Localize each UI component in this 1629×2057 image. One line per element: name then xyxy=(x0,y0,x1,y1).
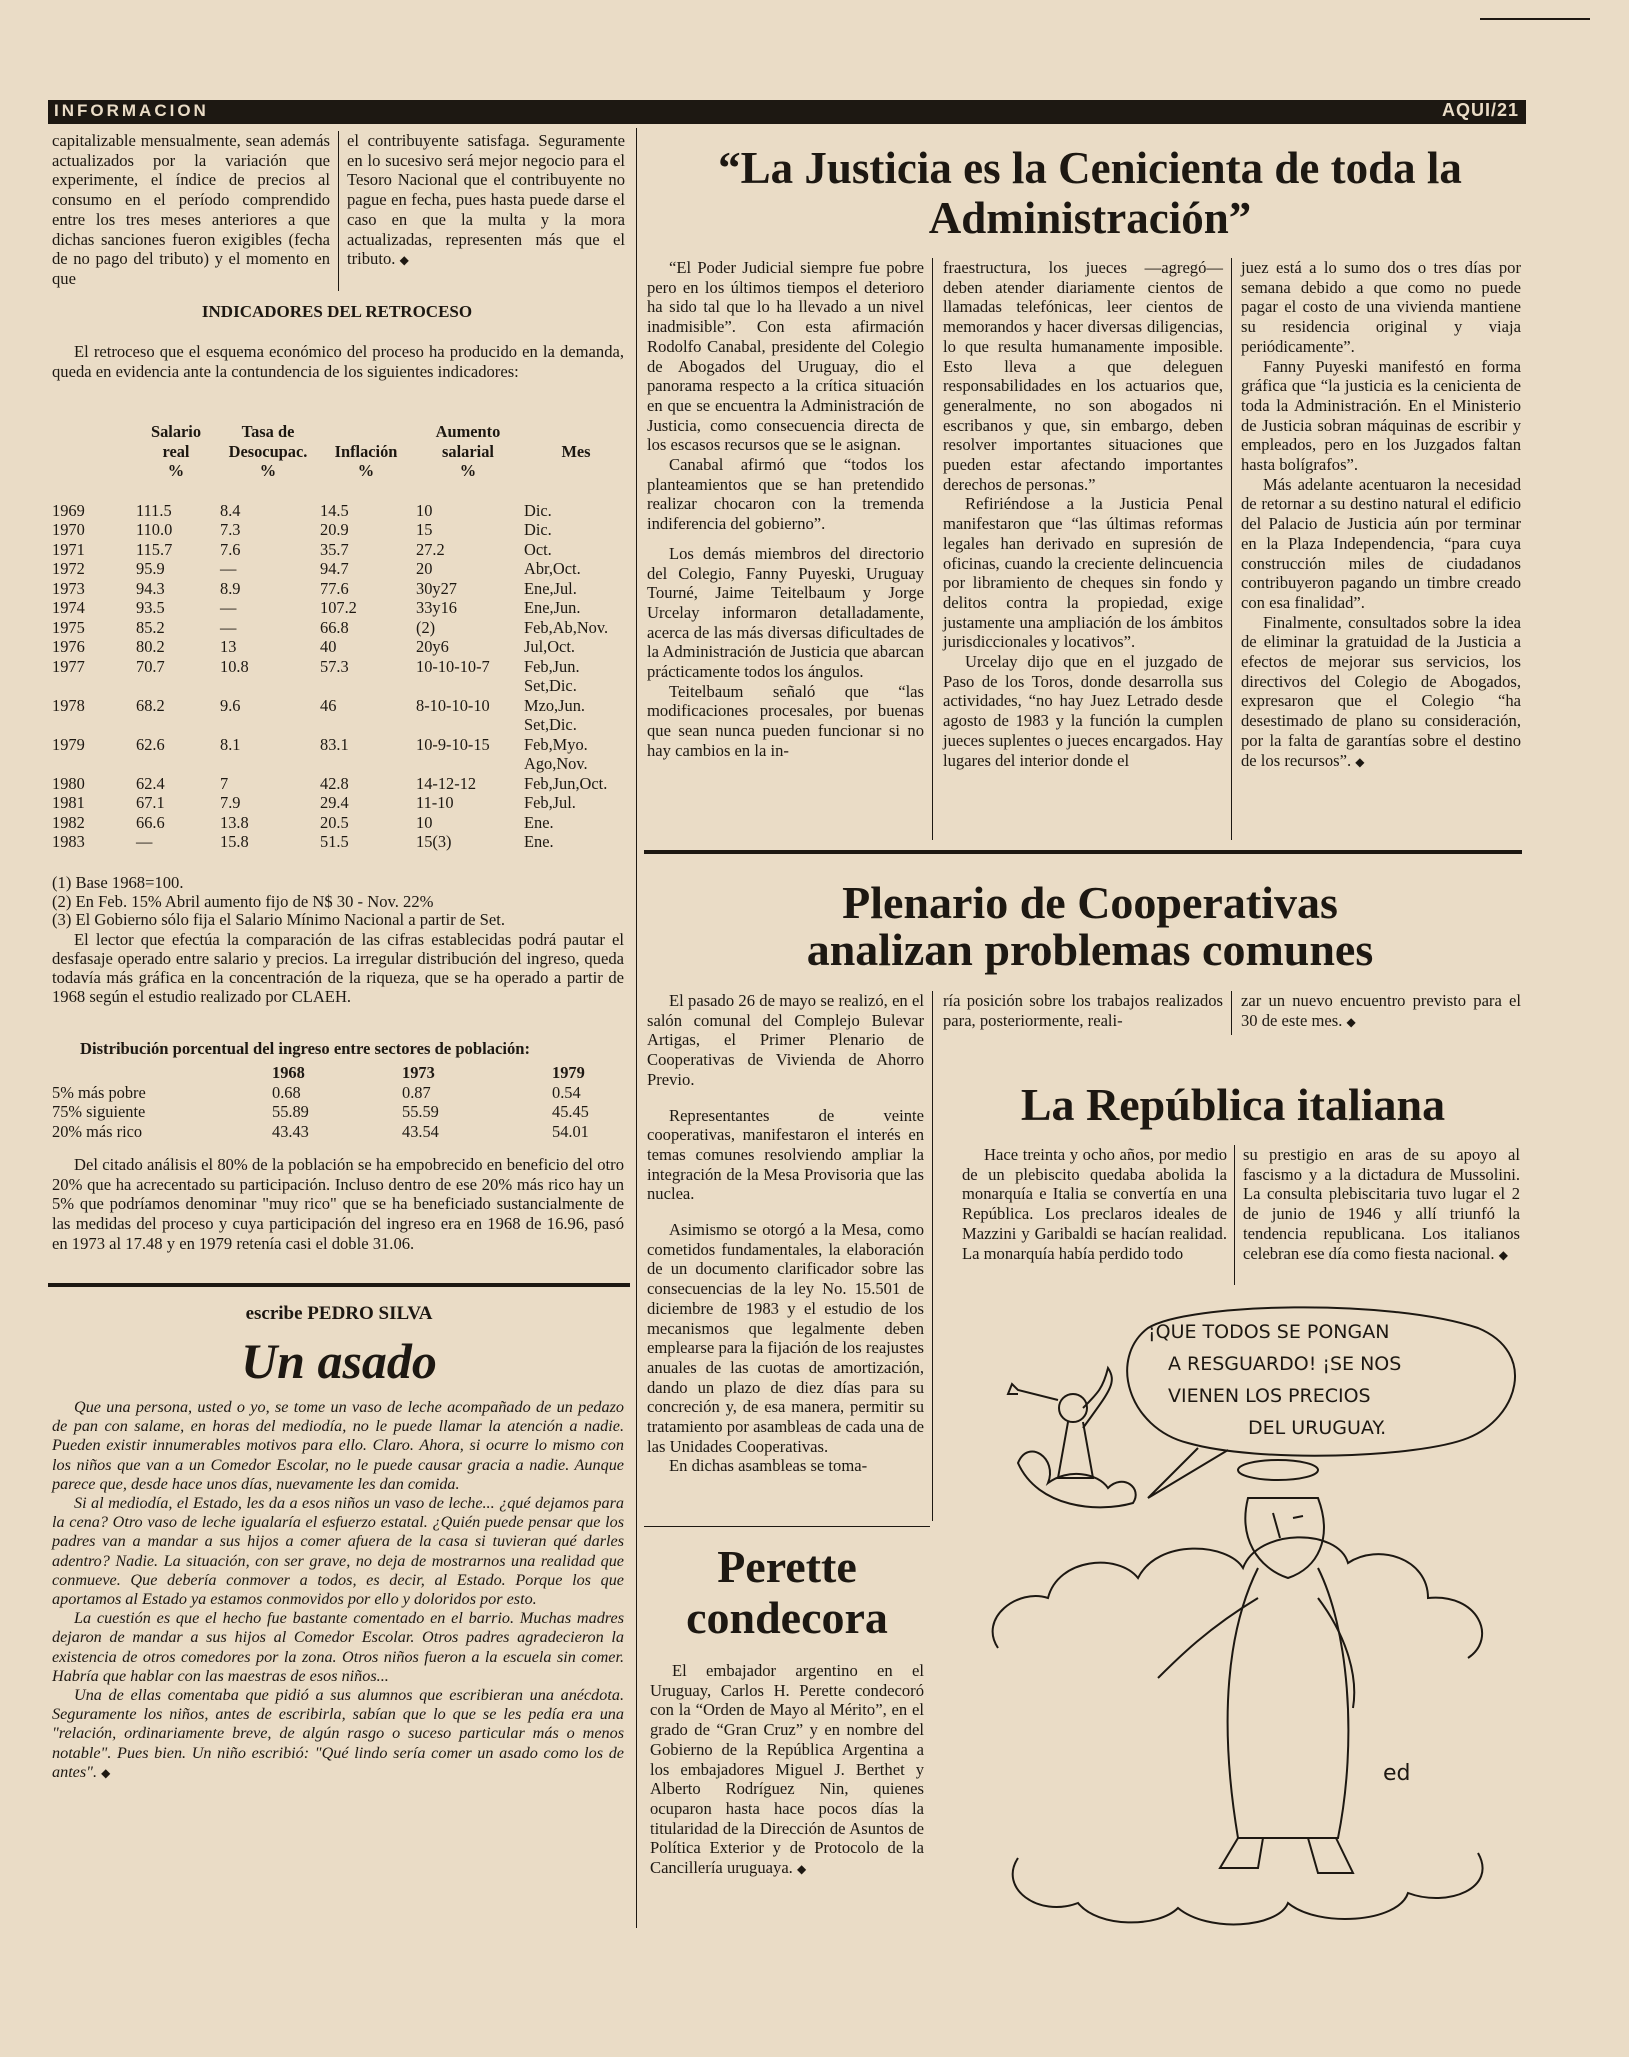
table-cell: 75% siguiente xyxy=(52,1102,146,1121)
table-cell: 42.8 xyxy=(320,773,349,793)
table-cell: 1983 xyxy=(52,832,85,851)
table-cell: 62.4 xyxy=(136,773,165,793)
table-cell: 77.6 xyxy=(320,578,349,598)
table-cell: 94.7 xyxy=(320,559,349,578)
angel-figure xyxy=(1008,1368,1136,1507)
indicators-title: INDICADORES DEL RETROCESO xyxy=(201,302,473,321)
column-header xyxy=(522,461,630,481)
cartoon xyxy=(958,1298,1528,1938)
column-header: % xyxy=(259,461,277,480)
table-row xyxy=(50,735,630,774)
note-1: (1) Base 1968=100. xyxy=(52,873,184,892)
table-cell: 43.43 xyxy=(272,1121,309,1141)
column-header xyxy=(318,422,414,442)
table-cell: 62.6 xyxy=(136,734,165,754)
column-rule xyxy=(1234,1145,1235,1285)
table-cell: 27.2 xyxy=(416,539,445,559)
table-cell: 10 xyxy=(416,812,433,832)
column-rule xyxy=(338,131,339,291)
table-cell: 1982 xyxy=(52,812,85,832)
table-cell: 7 xyxy=(220,773,229,793)
table-cell: Ene. xyxy=(524,832,554,851)
plenario-headline xyxy=(660,877,1520,975)
god-figure xyxy=(1158,1460,1354,1873)
table-cell: 7.9 xyxy=(220,793,241,812)
table-row xyxy=(50,598,630,618)
table-cell: 15 xyxy=(416,520,433,539)
table-cell: 10 xyxy=(416,500,433,520)
table-cell: 0.68 xyxy=(272,1082,301,1102)
italia-headline: La República italiana xyxy=(1020,1079,1446,1130)
column-header: Aumento xyxy=(435,422,501,441)
table-cell: 1972 xyxy=(52,559,85,578)
plenario-title-line: Plenario de Cooperativas xyxy=(842,877,1338,928)
column-header xyxy=(50,461,134,481)
table-row xyxy=(50,637,630,657)
table-cell: 85.2 xyxy=(136,617,165,637)
italia-col1: Hace treinta y ocho años, por medio de un plebiscito quedaba abolida la monarquía e Italia se convertía en una República. Los preclaros ideales de Mazzini y Garibaldi se hacían realidad. La monarquía había perdido todo xyxy=(962,1145,1227,1263)
asado-body: Que una persona, usted o yo, se tome un vaso de leche acompañado de un pedazo de pan con salame, en horas del mediodía, no le puede llamar la atención a nadie. Pueden existir innumerables motivos para ello. Claro. Ahora, si ocurre lo mismo con los niños que van a un Comedor Escolar, no le puede causar gracia a nadie. Aunque parece que, desde hace unos días, nuevamente les dan comida. Si al mediodía, el Estado, les da a esos niños un vaso de leche... ¿qué dejamos para la cena? Otro vaso de leche igualaría el esfuerzo estatal. ¿Quién puede pensar que los padres van a mandar a sus hijos a comer afuera de la casa si tuvieran qué darles adentro? Nadie. La situación, con ser grave, no deja de mostrarnos una realidad que conmueve. Que debería conmover a todos, es decir, al Estado. Porque los que aportamos al Estado ya estamos conmovidos por ello y doloridos por esto. La cuestión es que el hecho fue bastante comentado en el barrio. Muchas madres dejaron de mandar a sus hijos al Comedor Escolar. Otros padres agradecieron la existencia de otros comedores por la zona. Otros niños fueron a la escuela sin comer. Habría que hablar con las maestras de esos niños... Una de ellas comentaba que pidió a sus alumnos que escribieran una anécdota. Seguramente los niños, antes de escribirla, sabían que lo que se les pedía era una "relación, ordinariamente breve, de algún rasgo o suceso particular más o menos notable". Pues bien. Un niño escribió: "Qué lindo sería comer un asado como los de antes". ◆ xyxy=(52,1398,624,1781)
table-cell: 5% más pobre xyxy=(52,1082,146,1102)
table-cell: 8-10-10-10 xyxy=(416,695,490,715)
table-cell: 8.9 xyxy=(220,578,241,598)
table-row xyxy=(50,657,630,696)
table-cell: 10.8 xyxy=(220,656,249,676)
table-cell: 20 xyxy=(416,559,433,578)
column-header xyxy=(52,1063,272,1083)
table-cell: 1976 xyxy=(52,637,85,656)
article-continued-col2: el contribuyente satisfaga. Seguramente en lo sucesivo será mejor negocio para el Tesoro Nacional que el contribuyente no pague en fecha, pues hasta puede darse el caso en que la multa y la mora actualizadas, representen más que el tributo. ◆ xyxy=(347,131,625,269)
table-cell: 30y27 xyxy=(416,578,457,598)
table-cell: 1975 xyxy=(52,617,85,637)
table-cell: 15.8 xyxy=(220,832,249,851)
table-cell: 35.7 xyxy=(320,539,349,559)
distribution-table xyxy=(52,1063,622,1141)
table-cell: 66.6 xyxy=(136,812,165,832)
table-cell: 83.1 xyxy=(320,734,349,754)
asado-paragraph: Si al mediodía, el Estado, les da a esos niños un vaso de leche... ¿qué dejamos para la cena? Otro vaso de leche igualaría el esfuerzo estatal. ¿Quién puede pensar que los padres van a mandar a sus hijos a comer afuera de la casa si tuvieran qué darles adentro? Nadie. La situación, con ser grave, no deja de mostrarnos una realidad que conmueve. Que debería conmover a todos, es decir, al Estado. Porque los que aportamos al Estado ya estamos conmovidos por ello y doloridos por esto. xyxy=(52,1494,624,1609)
table-cell: 1981 xyxy=(52,793,85,812)
table-row xyxy=(50,774,630,794)
italia-col2: su prestigio en aras de su apoyo al fascismo y a la dictadura de Mussolini. La consulta plebiscitaria tuvo lugar el 2 de junio de 1946 y allí triunfó la tendencia republicana. Los italianos celebran ese día como fiesta nacional. ◆ xyxy=(1243,1145,1520,1263)
table-row xyxy=(50,540,630,560)
table-row xyxy=(50,813,630,833)
table-cell: 45.45 xyxy=(552,1102,589,1121)
column-header: 1968 xyxy=(272,1063,305,1082)
perette-title-line: Perette xyxy=(717,1541,857,1592)
table-cell: 14.5 xyxy=(320,500,349,520)
asado-paragraph: La cuestión es que el hecho fue bastante comentado en el barrio. Muchas madres dejaron de mandar a sus hijos al Comedor Escolar. Otros padres agradecieron la existencia de otros comedores por la zona. Otros niños fueron a la escuela sin comer. Habría que hablar con las maestras de esos niños... xyxy=(52,1609,624,1685)
table-cell: 1977 xyxy=(52,656,85,676)
justicia-col3: juez está a lo sumo dos o tres días por semana debido a que como no puede pagar el costo de una vivienda mantiene su residencia original y viaja periódicamente”. Fanny Puyeski manifestó en forma gráfica que “la justicia es la cenicienta de toda la Administración. En el Ministerio de Justicia sobran máquinas de escribir y empleados, pero en los Juzgados faltan hasta bolígrafos”. Más adelante acentuaron la necesidad de retornar a su destino natural el edificio del Palacio de Justicia aún por terminar en la Plaza Independencia, “para cuya construcción miles de ciudadanos contribuyeron pagando un timbre creado con esa finalidad”. Finalmente, consultados sobre la idea de eliminar la gratuidad de la Justicia a efectos de mejorar sus servicios, los directivos del Colegio de Abogados, expresaron que el Colegio “ha desestimado de plano su consideración, por la falta de garantías sobre el destino de los recursos”. ◆ xyxy=(1241,258,1521,770)
column-header: 1979 xyxy=(552,1063,585,1082)
cloud-bottom xyxy=(1013,1853,1483,1924)
table-cell: 20y6 xyxy=(416,637,449,656)
indicators-header-row xyxy=(50,442,630,462)
balloon-line: ¡QUE TODOS SE PONGAN xyxy=(1148,1321,1390,1343)
table-cell: Mzo,Jun. Set,Dic. xyxy=(524,695,586,734)
table-row xyxy=(52,1083,622,1103)
table-cell: 0.54 xyxy=(552,1082,581,1102)
column-rule xyxy=(1231,991,1232,1035)
table-cell: Dic. xyxy=(524,520,552,539)
table-cell: Jul,Oct. xyxy=(524,637,575,656)
table-cell: 54.01 xyxy=(552,1121,589,1141)
table-cell: 1974 xyxy=(52,598,85,617)
column-header: salarial xyxy=(442,441,494,461)
indicators-notes xyxy=(52,874,624,1006)
indicators-header-row xyxy=(50,422,630,442)
table-row xyxy=(50,579,630,599)
page-label: AQUI/21 xyxy=(1441,100,1519,120)
table-cell: 55.89 xyxy=(272,1102,309,1121)
column-header: 1973 xyxy=(402,1063,435,1082)
table-cell: 95.9 xyxy=(136,559,165,578)
table-cell: 7.3 xyxy=(220,520,241,539)
table-cell: 20% más rico xyxy=(52,1121,143,1141)
page-column-rule xyxy=(636,128,637,1928)
table-cell: 67.1 xyxy=(136,793,165,812)
table-cell: Ene,Jul. xyxy=(524,578,577,598)
table-cell: — xyxy=(220,598,237,617)
cartoon-drawing xyxy=(958,1298,1528,1938)
cloud-top xyxy=(993,1537,1482,1658)
table-cell: 0.87 xyxy=(402,1082,431,1102)
table-cell: 43.54 xyxy=(402,1121,439,1141)
balloon-text xyxy=(1148,1321,1401,1439)
table-row xyxy=(50,793,630,813)
table-cell: 51.5 xyxy=(320,832,349,851)
table-cell: — xyxy=(220,559,237,578)
table-cell: 1970 xyxy=(52,520,85,539)
plenario-col3: zar un nuevo encuentro previsto para el 30 de este mes. ◆ xyxy=(1241,991,1521,1030)
table-cell: Dic. xyxy=(524,500,552,520)
column-header: % xyxy=(459,461,477,480)
table-cell: 110.0 xyxy=(136,520,173,539)
table-cell: 29.4 xyxy=(320,793,349,812)
table-cell: 10-9-10-15 xyxy=(416,734,490,754)
perette-title-line: condecora xyxy=(686,1591,888,1643)
indicators-header-row xyxy=(50,461,630,481)
table-cell: — xyxy=(136,832,153,851)
distribution-title: Distribución porcentual del ingreso entre sectores de población: xyxy=(80,1039,531,1058)
perette-body: El embajador argentino en el Uruguay, Carlos H. Perette condecoró con la “Orden de Mayo al Mérito”, en el grado de “Gran Cruz” y en nombre del Gobierno de la República Argentina a los embajadores Miguel J. Berthet y Alberto Rodríguez Nin, quienes ocuparon hasta hace pocos días la titularidad de la Dirección de Asuntos de Política Exterior y de Protocolo de la Cancillería uruguaya. ◆ xyxy=(650,1661,924,1878)
table-cell: 1971 xyxy=(52,539,85,559)
table-cell: 11-10 xyxy=(416,793,454,812)
note-3: (3) El Gobierno sólo fija el Salario Mínimo Nacional a partir de Set. xyxy=(52,910,505,930)
table-row xyxy=(50,520,630,540)
table-cell: 33y16 xyxy=(416,598,457,617)
column-header xyxy=(522,422,630,442)
table-cell: 94.3 xyxy=(136,578,165,598)
asado-title: Un asado xyxy=(241,1333,437,1389)
table-cell: 93.5 xyxy=(136,598,165,617)
table-cell: Abr,Oct. xyxy=(524,559,581,578)
table-cell: 1978 xyxy=(52,695,85,715)
column-rule xyxy=(932,258,933,840)
table-cell: 20.5 xyxy=(320,812,349,832)
asado-paragraph: Que una persona, usted o yo, se tome un vaso de leche acompañado de un pedazo de pan con salame, en horas del mediodía, no le puede llamar la atención a nadie. Pueden existir innumerables motivos para ello. Claro. Ahora, si ocurre lo mismo con los niños que van a un Comedor Escolar, no le puede causar gracia a nadie. Aunque parece que, desde hace unos días, nuevamente les dan comida. xyxy=(52,1398,624,1493)
column-header: Salario xyxy=(150,422,202,441)
table-cell: 1979 xyxy=(52,734,85,754)
table-cell: 107.2 xyxy=(320,598,357,617)
table-cell: 40 xyxy=(320,637,337,656)
distribution-header-row xyxy=(52,1063,622,1083)
justicia-col1: “El Poder Judicial siempre fue pobre pero en los últimos tiempos el deterioro ha sido tal que lo ha llevado a un nivel inadmisible”. Con esta afirmación Rodolfo Canabal, presidente del Colegio de Abogados del Uruguay, dio el panorama respecto a la crítica situación en que se encuentra la Administración de Justicia, como consecuencia directa de los escasos recursos que se le asignan. Canabal afirmó que “todos los planteamientos que se han pretendido realizar chocaron con la tremenda indiferencia del gobierno”. Los demás miembros del directorio del Colegio, Fanny Puyeski, Uruguay Tourné, Jaime Teitelbaum y Jorge Urcelay informaron detalladamente, acerca de las más diversas dificultades de la Administración de Justicia que abarcan prácticamente todos los ángulos. Teitelbaum señaló que “las modificaciones procesales, por buenas que sean nunca pueden funcionar si no hay cambios en la in- xyxy=(647,258,924,760)
corner-rule xyxy=(1480,18,1590,20)
table-row xyxy=(52,1102,622,1122)
column-header: Inflación xyxy=(334,441,398,461)
table-cell: 7.6 xyxy=(220,539,241,559)
table-row xyxy=(50,832,630,852)
table-cell: 20.9 xyxy=(320,520,349,539)
table-cell: (2) xyxy=(416,617,436,637)
table-cell: 111.5 xyxy=(136,500,172,520)
table-row xyxy=(50,618,630,638)
table-cell: 115.7 xyxy=(136,539,173,559)
table-row xyxy=(50,501,630,521)
column-header xyxy=(50,422,134,442)
table-cell: — xyxy=(220,617,237,637)
note-2: (2) En Feb. 15% Abril aumento fijo de N$ 30 - Nov. 22% xyxy=(52,891,434,911)
table-row xyxy=(50,559,630,579)
table-cell: Feb,Myo. Ago,Nov. xyxy=(524,734,588,773)
section-divider xyxy=(644,850,1522,854)
table-cell: Feb,Ab,Nov. xyxy=(524,617,609,637)
table-cell: 66.8 xyxy=(320,617,349,637)
column-rule xyxy=(932,991,933,1521)
table-cell: Ene,Jun. xyxy=(524,598,581,617)
table-cell: 14-12-12 xyxy=(416,773,477,793)
justicia-col2: fraestructura, los jueces —agregó— deben atender diariamente cientos de llamadas telefónicas, leer cientos de memorandos y hacer diversas diligencias, lo que resulta humanamente imposible. Esto lleva a que deleguen responsabilidades en los actuarios que, generalmente, no son abogados ni escribanos y que, sin embargo, deben resolver importantes situaciones que pueden estar afectando importantes derechos de personas.” Refiriéndose a la Justicia Penal manifestaron que “las últimas reformas legales han derivado en supresión de oficinas, cuando la creciente delincuencia por libramiento de cheques sin fondo y delitos contra la propiedad, exige justamente una ampliación de los ámbitos jurisdiccionales y locativos”. Urcelay dijo que en el juzgado de Paso de los Toros, donde desarrolla sus actividades, “no hay Juez Letrado desde agosto de 1983 y la función la cumplen jueces suplentes o jueces encargados. Hay lugares del interior donde el xyxy=(943,258,1223,770)
balloon-tail xyxy=(1148,1448,1228,1498)
indicators-table xyxy=(50,422,630,852)
table-cell: 1973 xyxy=(52,578,85,598)
column-header: Mes xyxy=(561,441,591,461)
table-cell: 55.59 xyxy=(402,1102,439,1121)
column-header: % xyxy=(357,461,375,480)
column-rule xyxy=(1231,258,1232,840)
column-header: Tasa de xyxy=(241,422,295,441)
section-label: INFORMACION xyxy=(54,101,209,120)
table-cell: 13.8 xyxy=(220,812,249,832)
table-cell: 80.2 xyxy=(136,637,165,656)
header-bar xyxy=(48,100,1526,124)
cartoonist-signature: ed xyxy=(1383,1761,1411,1786)
section-divider xyxy=(644,1526,930,1527)
asado-byline: escribe PEDRO SILVA xyxy=(245,1303,433,1324)
table-cell: Ene. xyxy=(524,812,554,832)
indicators-paragraph-2: Del citado análisis el 80% de la población se ha empobrecido en beneficio del otro 20% que ha acrecentado su participación. Incluso dentro de ese 20% más rico hay un 5% que podríamos denominar "muy rico" que se ha beneficiado sustancialmente de las medidas del proceso y cuya participación del ingreso era en 1968 de 16.96, pasó en 1973 al 17.48 y en 1979 retenía casi el doble 31.06. xyxy=(52,1155,624,1253)
perette-headline xyxy=(644,1542,930,1643)
table-cell: 46 xyxy=(320,695,337,715)
article-continued-col1: capitalizable mensualmente, sean además actualizados por la variación que experimente, el índice de precios al consumo en el período comprendido entre los tres meses anteriores a que dichas sanciones fueron exigibles (fecha de no pago del tributo) y el momento en que xyxy=(52,131,330,288)
balloon-line: VIENEN LOS PRECIOS xyxy=(1168,1385,1371,1407)
table-cell: 8.4 xyxy=(220,500,241,520)
column-header: real xyxy=(162,441,190,461)
table-cell: 8.1 xyxy=(220,734,241,754)
table-row xyxy=(52,1122,622,1142)
indicators-intro: El retroceso que el esquema económico del proceso ha producido en la demanda, queda en evidencia ante la contundencia de los siguientes indicadores: xyxy=(52,342,624,381)
indicators-paragraph-1: El lector que efectúa la comparación de las cifras establecidas podrá pautar el desfasaje operado entre salario y precios. La irregular distribución del ingreso, queda todavía más gráfica en la concentración de la riqueza, que se ha operado a partir de 1968 según el estudio realizado por CLAEH. xyxy=(52,929,624,1006)
table-cell: Feb,Jul. xyxy=(524,793,576,812)
table-cell: 9.6 xyxy=(220,695,241,715)
table-cell: 1969 xyxy=(52,500,85,520)
column-header: Desocupac. xyxy=(228,441,308,461)
table-cell: 57.3 xyxy=(320,656,349,676)
plenario-title-line: analizan problemas comunes xyxy=(806,923,1374,975)
asado-paragraph: Una de ellas comentaba que pidió a sus alumnos que escribieran una anécdota. Seguramente los niños, antes de escribirla, sabían que lo que se les pedía era una "relación, ordinariamente breve, de algún rasgo o suceso particular más o menos notable". Pues bien. Un niño escribió: "Qué lindo sería comer un asado como los de antes". xyxy=(52,1686,624,1781)
balloon-line: A RESGUARDO! ¡SE NOS xyxy=(1168,1353,1402,1375)
table-cell: 13 xyxy=(220,637,237,656)
table-cell: Oct. xyxy=(524,539,552,559)
table-row xyxy=(50,696,630,735)
table-cell: 1980 xyxy=(52,773,85,793)
table-cell: 10-10-10-7 xyxy=(416,656,490,676)
column-header xyxy=(50,442,134,462)
balloon-line: DEL URUGUAY. xyxy=(1248,1417,1387,1439)
table-cell: Feb,Jun. Set,Dic. xyxy=(524,656,580,695)
plenario-col2: ría posición sobre los trabajos realizados para, posteriormente, reali- xyxy=(943,991,1223,1030)
section-divider xyxy=(48,1283,630,1287)
table-cell: Feb,Jun,Oct. xyxy=(524,773,608,793)
table-cell: 68.2 xyxy=(136,695,165,715)
table-cell: 70.7 xyxy=(136,656,165,676)
plenario-col1: El pasado 26 de mayo se realizó, en el salón comunal del Complejo Bulevar Artigas, el Primer Plenario de Cooperativas de Vivienda de Ahorro Previo. Representantes de veinte cooperativas, manifestaron el interés en temas comunes resolviendo ampliar la integración de la Mesa Provisoria que las nuclea. Asimismo se otorgó a la Mesa, como cometidos fundamentales, la elaboración de un documento clarificador sobre las consecuencias de la ley No. 15.501 de diciembre de 1983 y el estudio de los mecanismos que legalmente deben emplearse para la fijación de los reajustes anuales de las cuotas de amortización, dando un plazo de diez días para su concreción y, de esa manera, permitir su tratamiento por asambleas de cada una de las Unidades Cooperativas. En dichas asambleas se toma- xyxy=(647,991,924,1476)
table-cell: 15(3) xyxy=(416,832,452,851)
justicia-headline: “La Justicia es la Cenicienta de toda la Administración” xyxy=(718,143,1462,243)
column-header: % xyxy=(167,461,185,480)
